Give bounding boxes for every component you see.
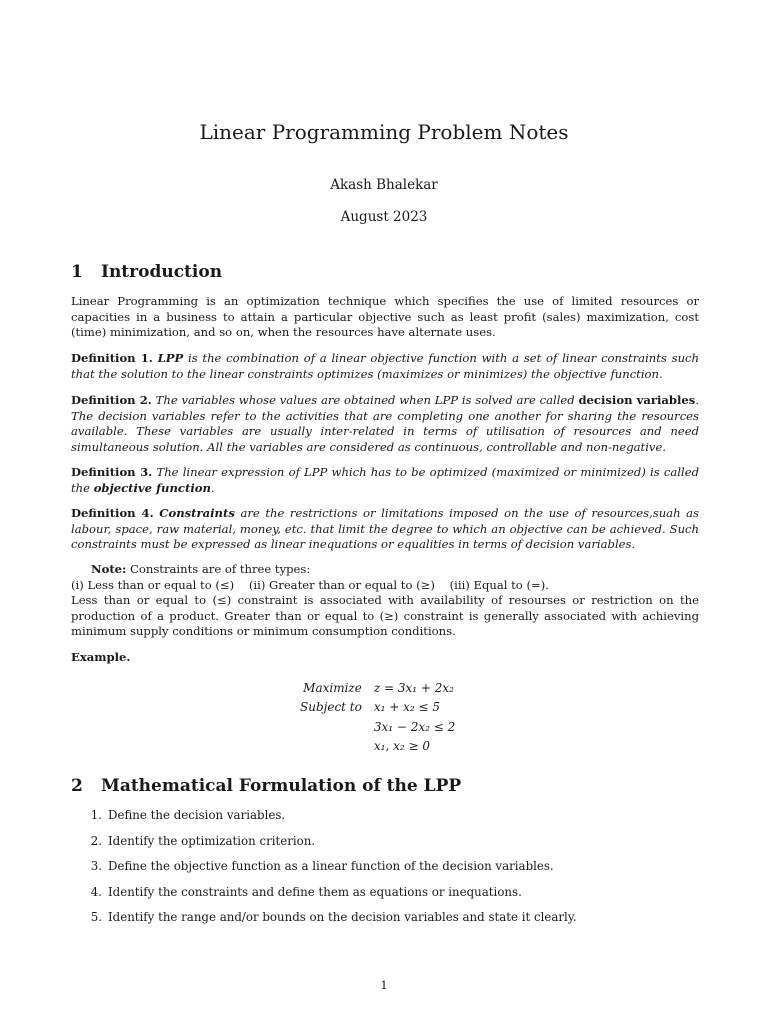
document-date: August 2023 — [340, 209, 428, 225]
objective-function: z = 3x₁ + 2x₂ — [373, 680, 454, 695]
constraint-type: (i) Less than or equal to (≤) — [71, 577, 235, 592]
note-paragraph: Less than or equal to (≤) constraint is associated with availability of resourses or restriction on the production of a product. Greater than or equal to (≥) constraint is generally associated with achieving minimum supply conditions or minimum consumption conditions. — [71, 593, 699, 639]
list-item: 5. Identify the range and/or bounds on the decision variables and state it clearly. — [90, 910, 577, 925]
definition-term: Constraints — [159, 506, 235, 520]
note-label: Note: — [91, 562, 127, 576]
list-item: 2. Identify the optimization criterion. — [90, 833, 316, 848]
maximize-label: Maximize — [303, 680, 362, 695]
document-title: Linear Programming Problem Notes — [199, 120, 569, 144]
definition-label: Definition 1. — [71, 351, 153, 365]
list-item: 4. Identify the constraints and define them as equations or inequations. — [90, 884, 522, 899]
definition-term: LPP — [157, 351, 184, 365]
constraint-type: (iii) Equal to (=). — [449, 577, 549, 592]
note-line: Constraints are of three types: — [126, 562, 311, 576]
definition-label: Definition 2. — [71, 393, 152, 407]
constraint-types — [71, 578, 699, 594]
section-number: 2 — [71, 776, 83, 796]
definition-label: Definition 3. — [71, 465, 153, 479]
list-item: 3. Define the objective function as a linear function of the decision variables. — [90, 859, 554, 874]
note-block — [71, 562, 699, 640]
definition-2 — [71, 393, 699, 455]
definition-text: The variables whose values are obtained when LPP is solved are called — [155, 393, 579, 407]
section-number: 1 — [71, 262, 83, 282]
intro-paragraph: Linear Programming is an optimization technique which specifies the use of limited resources or capacities in a business to attain a particular objective such as least profit (sales) maximization, cost (time) minimization, and so on, when the resources have alternate uses. — [71, 294, 699, 340]
definition-3 — [71, 465, 699, 496]
section-1-heading — [71, 262, 222, 282]
constraint-equation: x₁, x₂ ≥ 0 — [373, 739, 430, 754]
constraint-equation: 3x₁ − 2x₂ ≤ 2 — [373, 719, 456, 734]
page-number: 1 — [380, 978, 388, 992]
definition-text: are the restrictions or limitations imposed on the use of resources,suah as labour, space, raw material, money, etc. that limit the degree to which an objective can be achieved. Such constraints must be expressed as linear inequations or equalities in terms of decision variables. — [71, 506, 699, 552]
definition-text: . — [210, 480, 215, 495]
definition-term: objective function — [93, 480, 211, 495]
section-2-heading — [71, 776, 461, 796]
list-item-text: Identify the optimization criterion. — [108, 833, 316, 848]
example-formulation — [300, 678, 461, 756]
definition-term: decision variables — [578, 393, 696, 407]
list-item-text: Define the decision variables. — [108, 808, 286, 822]
list-item-text: Define the objective function as a linear function of the decision variables. — [108, 859, 554, 874]
definition-label: Definition 4. — [71, 506, 154, 520]
definition-text: is the combination of a linear objective function with a set of linear constraints such that the solution to the linear constraints optimizes (maximizes or minimizes) the objective function. — [71, 351, 700, 381]
formulation-steps-list — [80, 808, 577, 936]
list-item-text: Identify the constraints and define them as equations or inequations. — [108, 884, 522, 899]
definition-1 — [71, 351, 699, 382]
example-label — [71, 650, 699, 666]
example-heading: Example. — [71, 650, 131, 664]
document-author: Akash Bhalekar — [330, 177, 438, 193]
constraint-equation: x₁ + x₂ ≤ 5 — [373, 700, 441, 715]
constraint-type: (ii) Greater than or equal to (≥) — [248, 577, 435, 592]
definition-text: . The decision variables refer to the activities that are completing one another for sharing the resources available. These variables are usually inter-related in terms of utilisation of resources and need simultaneous solution. All the variables are considered as continuous, controllable and non-negative. — [71, 393, 699, 454]
list-item: 1. Define the decision variables. — [90, 808, 286, 822]
subject-to-label: Subject to — [300, 700, 362, 715]
list-item-text: Identify the range and/or bounds on the decision variables and state it clearly. — [108, 910, 577, 925]
definition-text: The linear expression of LPP which has to be optimized (maximized or minimized) is called the — [71, 465, 699, 495]
definition-4 — [71, 506, 699, 553]
section-title: Introduction — [101, 262, 223, 282]
section-title: Mathematical Formulation of the LPP — [101, 776, 462, 796]
